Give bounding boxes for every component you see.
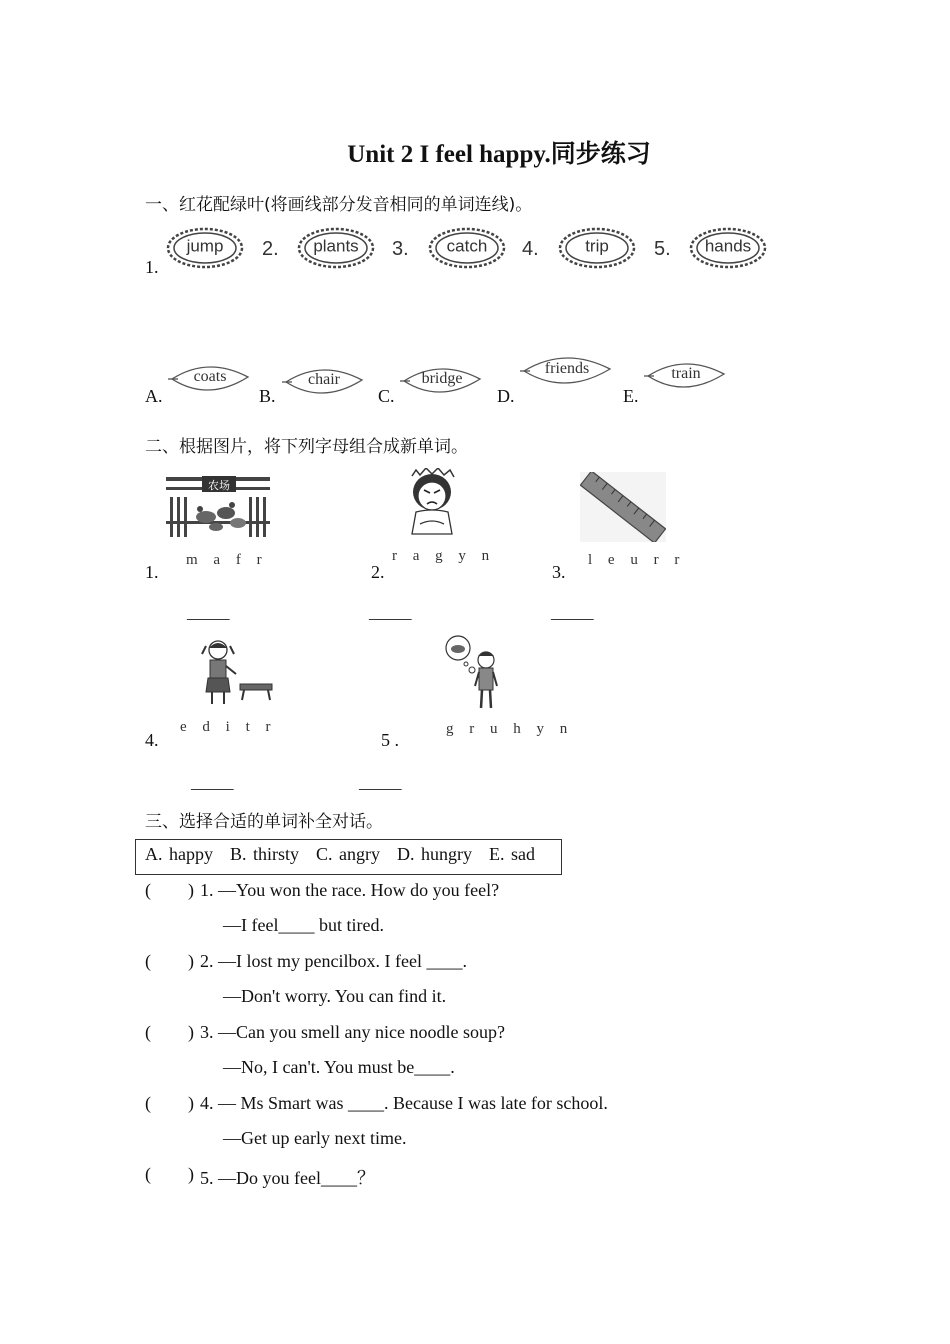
flower-number-2: 2. [262, 238, 279, 260]
answer-paren-close-5: ) [188, 1164, 194, 1184]
leaf-friends[interactable] [520, 350, 614, 392]
ruler-icon [580, 472, 666, 542]
option-a: A. happy [145, 844, 213, 864]
answer-blank-3[interactable]: _____ [551, 603, 594, 622]
question-1: 1. —You won the race. How do you feel? [200, 880, 500, 900]
word-item-number-3: 3. [552, 562, 566, 582]
leaf-letter-d: D. [497, 386, 515, 406]
flower-number-1: 1. [145, 257, 159, 277]
flower-word: hands [704, 236, 752, 256]
leaf-letter-e: E. [623, 386, 639, 406]
word-item-letters-2: r a g y n [392, 548, 496, 564]
farm-picture [166, 473, 270, 544]
leaf-word: coats [193, 368, 227, 386]
word-item-letters-4: e d i t r [180, 719, 277, 735]
answer-blank-4[interactable]: _____ [191, 773, 234, 792]
question-4: 4. — Ms Smart was ____. Because I was late for school. [200, 1093, 608, 1113]
answer-paren-close-3: ) [188, 1022, 194, 1042]
option-b: B. thirsty [230, 844, 300, 864]
hungry-boy-picture [444, 634, 504, 719]
option-d: D. hungry [397, 844, 473, 864]
answer-paren-open-2[interactable]: ( [145, 951, 151, 971]
question-2: 2. —I lost my pencilbox. I feel ____. [200, 951, 467, 971]
flower-word: catch [446, 236, 488, 256]
leaf-bridge[interactable] [400, 362, 484, 400]
answer-paren-close-4: ) [188, 1093, 194, 1113]
flower-number-3: 3. [392, 238, 409, 260]
word-item-letters-3: l e u r r [588, 552, 686, 568]
answer-paren-close-2: ) [188, 951, 194, 971]
section2-heading: 二、根据图片，将下列字母组合成新单词。 [145, 437, 468, 457]
leaf-chair[interactable] [282, 363, 366, 401]
leaf-letter-b: B. [259, 386, 276, 406]
section1-heading: 一、红花配绿叶(将画线部分发音相同的单词连线)。 [145, 195, 533, 215]
flower-word: jump [186, 236, 224, 256]
answer-blank-2[interactable]: _____ [369, 603, 412, 622]
word-item-number-5: 5 . [381, 730, 399, 750]
question-3: 3. —Can you smell any nice noodle soup? [200, 1022, 505, 1042]
option-e: E. sad [489, 844, 536, 864]
flower-number-4: 4. [522, 238, 539, 260]
word-item-number-4: 4. [145, 730, 159, 750]
farm-sign: 农场 [208, 479, 230, 492]
response-3: —No, I can't. You must be____. [223, 1057, 455, 1077]
flower-trip[interactable] [558, 227, 636, 269]
answer-paren-open-4[interactable]: ( [145, 1093, 151, 1113]
response-1: —I feel____ but tired. [223, 915, 384, 935]
hungry-boy-icon [444, 634, 504, 714]
angry-girl-picture [402, 468, 462, 545]
flower-number-5: 5. [654, 238, 671, 260]
flower-hands[interactable] [689, 227, 767, 269]
leaf-coats[interactable] [168, 360, 252, 398]
ruler-picture [580, 472, 666, 547]
angry-girl-icon [402, 468, 462, 540]
word-item-letters-5: g r u h y n [446, 721, 574, 737]
response-2: —Don't worry. You can find it. [223, 986, 447, 1006]
tired-girl-picture [196, 638, 276, 715]
flower-word: plants [313, 236, 359, 256]
flower-jump[interactable] [166, 227, 244, 269]
tired-girl-icon [196, 638, 276, 710]
answer-blank-5[interactable]: _____ [359, 773, 402, 792]
leaf-word: bridge [421, 370, 463, 388]
page-title: Unit 2 I feel happy.同步练习 [347, 141, 651, 168]
answer-blank-1[interactable]: _____ [187, 603, 230, 622]
leaf-letter-c: C. [378, 386, 395, 406]
leaf-train[interactable] [644, 357, 728, 395]
flower-word: trip [585, 236, 609, 256]
word-item-letters-1: m a f r [186, 552, 268, 568]
leaf-word: chair [308, 371, 340, 389]
leaf-letter-a: A. [145, 386, 163, 406]
answer-paren-open-5[interactable]: ( [145, 1164, 151, 1184]
answer-paren-open-1[interactable]: ( [145, 880, 151, 900]
options-list [145, 844, 535, 865]
word-item-number-1: 1. [145, 562, 159, 582]
answer-paren-close-1: ) [188, 880, 194, 900]
question-5: 5. —Do you feel____？ [200, 1168, 375, 1188]
response-4: —Get up early next time. [223, 1128, 407, 1148]
flower-catch[interactable] [428, 227, 506, 269]
flower-plants[interactable] [297, 227, 375, 269]
option-c: C. angry [316, 844, 381, 864]
word-item-number-2: 2. [371, 562, 385, 582]
leaf-word: train [671, 365, 701, 383]
leaf-word: friends [544, 360, 590, 378]
section3-heading: 三、选择合适的单词补全对话。 [145, 812, 383, 832]
answer-paren-open-3[interactable]: ( [145, 1022, 151, 1042]
